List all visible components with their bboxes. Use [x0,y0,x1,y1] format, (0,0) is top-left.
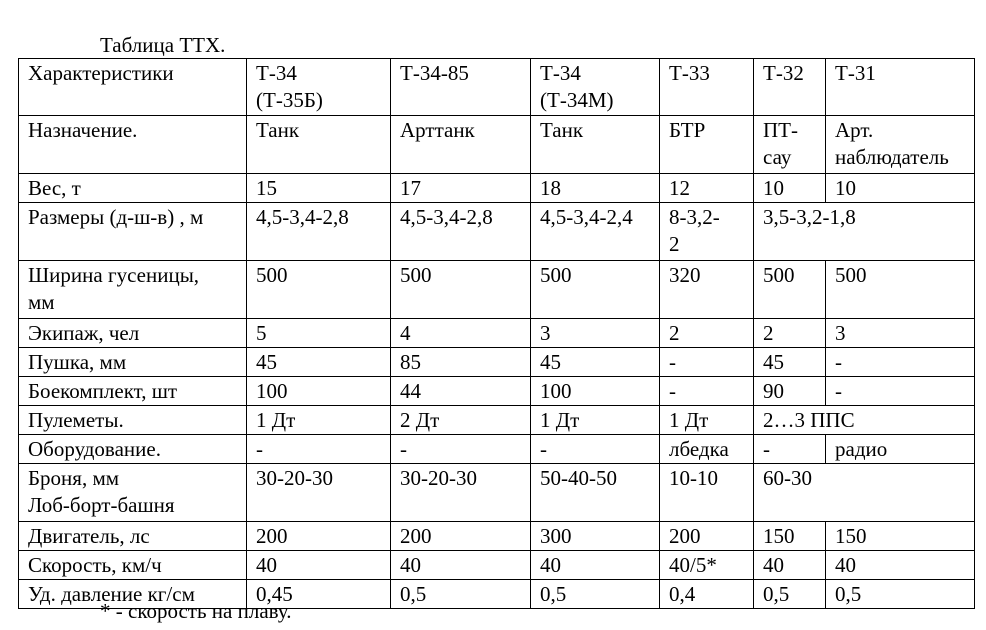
cell-t34-85: 17 [391,174,531,203]
cell-t34-85: 85 [391,348,531,377]
cell-t34-85: Арттанк [391,116,531,174]
header-row [19,59,975,116]
row-armor [19,464,975,522]
cell-t31: 3 [826,319,975,348]
row-label: Броня, мм Лоб-борт-башня [19,464,247,522]
cell-t34m: Танк [531,116,660,174]
cell-t32: 90 [754,377,826,406]
header-cell-t32: Т-32 [754,59,826,116]
row-label: Пулеметы. [19,406,247,435]
cell-t34-85: 2 Дт [391,406,531,435]
cell-t34-85: 0,5 [391,580,531,609]
cell-t32: 45 [754,348,826,377]
cell-t34-85: 40 [391,551,531,580]
cell-t33: 12 [660,174,754,203]
cell-t32-t31-merged: 3,5-3,2-1,8 [754,203,975,261]
cell-t34m: 500 [531,261,660,319]
row-crew [19,319,975,348]
cell-t34-35b: 100 [247,377,391,406]
cell-t33: 0,4 [660,580,754,609]
cell-t33: лбедка [660,435,754,464]
cell-t34m: 100 [531,377,660,406]
cell-t31: 40 [826,551,975,580]
cell-t33: 40/5* [660,551,754,580]
row-engine [19,522,975,551]
cell-t34-85: - [391,435,531,464]
row-label: Назначение. [19,116,247,174]
cell-t31: Арт. наблюдатель [826,116,975,174]
cell-t34-35b: 15 [247,174,391,203]
cell-t33: 1 Дт [660,406,754,435]
cell-t33: - [660,348,754,377]
cell-t33: 200 [660,522,754,551]
cell-t31: - [826,377,975,406]
cell-t34-35b: 5 [247,319,391,348]
row-label: Оборудование. [19,435,247,464]
cell-t34-35b: 4,5-3,4-2,8 [247,203,391,261]
cell-t34m: 300 [531,522,660,551]
row-purpose [19,116,975,174]
cell-t32: 2 [754,319,826,348]
row-label: Двигатель, лс [19,522,247,551]
cell-t34-85: 4,5-3,4-2,8 [391,203,531,261]
footnote: * - скорость на плаву. [100,599,292,623]
cell-t34-35b: 30-20-30 [247,464,391,522]
row-ammo [19,377,975,406]
table-caption: Таблица ТТХ. [100,33,226,57]
cell-t34-85: 4 [391,319,531,348]
row-machine-guns [19,406,975,435]
row-label: Уд. давление кг/см [19,580,247,609]
cell-t32: 500 [754,261,826,319]
cell-t34-35b: 500 [247,261,391,319]
cell-t34m: 0,5 [531,580,660,609]
row-dimensions [19,203,975,261]
row-equipment [19,435,975,464]
cell-t34-35b: - [247,435,391,464]
cell-t33: - [660,377,754,406]
header-cell-t34-35b: Т-34 (Т-35Б) [247,59,391,116]
cell-t31: 150 [826,522,975,551]
cell-t31: 0,5 [826,580,975,609]
cell-t34-35b: 45 [247,348,391,377]
cell-t31: радио [826,435,975,464]
row-speed [19,551,975,580]
cell-t31: - [826,348,975,377]
header-cell-t33: Т-33 [660,59,754,116]
cell-t34m: 40 [531,551,660,580]
cell-t34m: 1 Дт [531,406,660,435]
ttx-table [18,58,975,609]
row-label: Вес, т [19,174,247,203]
row-gun [19,348,975,377]
row-label: Размеры (д-ш-в) , м [19,203,247,261]
row-label: Боекомплект, шт [19,377,247,406]
cell-t34m: 50-40-50 [531,464,660,522]
cell-t34-85: 44 [391,377,531,406]
cell-t32: 10 [754,174,826,203]
row-track-width [19,261,975,319]
cell-t34-85: 30-20-30 [391,464,531,522]
cell-t33: БТР [660,116,754,174]
cell-t32: 40 [754,551,826,580]
cell-t32-t31-merged: 2…3 ППС [754,406,975,435]
cell-t34-35b: Танк [247,116,391,174]
cell-t34-35b: 200 [247,522,391,551]
cell-t34-35b: 40 [247,551,391,580]
cell-t34m: 3 [531,319,660,348]
cell-t34m: 4,5-3,4-2,4 [531,203,660,261]
cell-t33: 320 [660,261,754,319]
row-weight [19,174,975,203]
row-label: Пушка, мм [19,348,247,377]
cell-t32: ПТ- сау [754,116,826,174]
cell-t34m: 18 [531,174,660,203]
header-cell-t34-85: Т-34-85 [391,59,531,116]
cell-t34-85: 200 [391,522,531,551]
cell-t34-85: 500 [391,261,531,319]
cell-t32: 150 [754,522,826,551]
header-cell-characteristics: Характеристики [19,59,247,116]
cell-t33: 10-10 [660,464,754,522]
cell-t32-t31-merged: 60-30 [754,464,975,522]
header-cell-t34m: Т-34 (Т-34М) [531,59,660,116]
cell-t32: 0,5 [754,580,826,609]
row-label: Экипаж, чел [19,319,247,348]
cell-t33: 8-3,2- 2 [660,203,754,261]
cell-t34-35b: 0,45 [247,580,391,609]
cell-t34m: 45 [531,348,660,377]
row-label: Ширина гусеницы, мм [19,261,247,319]
cell-t34m: - [531,435,660,464]
row-label: Скорость, км/ч [19,551,247,580]
cell-t33: 2 [660,319,754,348]
header-cell-t31: Т-31 [826,59,975,116]
cell-t32: - [754,435,826,464]
cell-t31: 500 [826,261,975,319]
cell-t34-35b: 1 Дт [247,406,391,435]
cell-t31: 10 [826,174,975,203]
